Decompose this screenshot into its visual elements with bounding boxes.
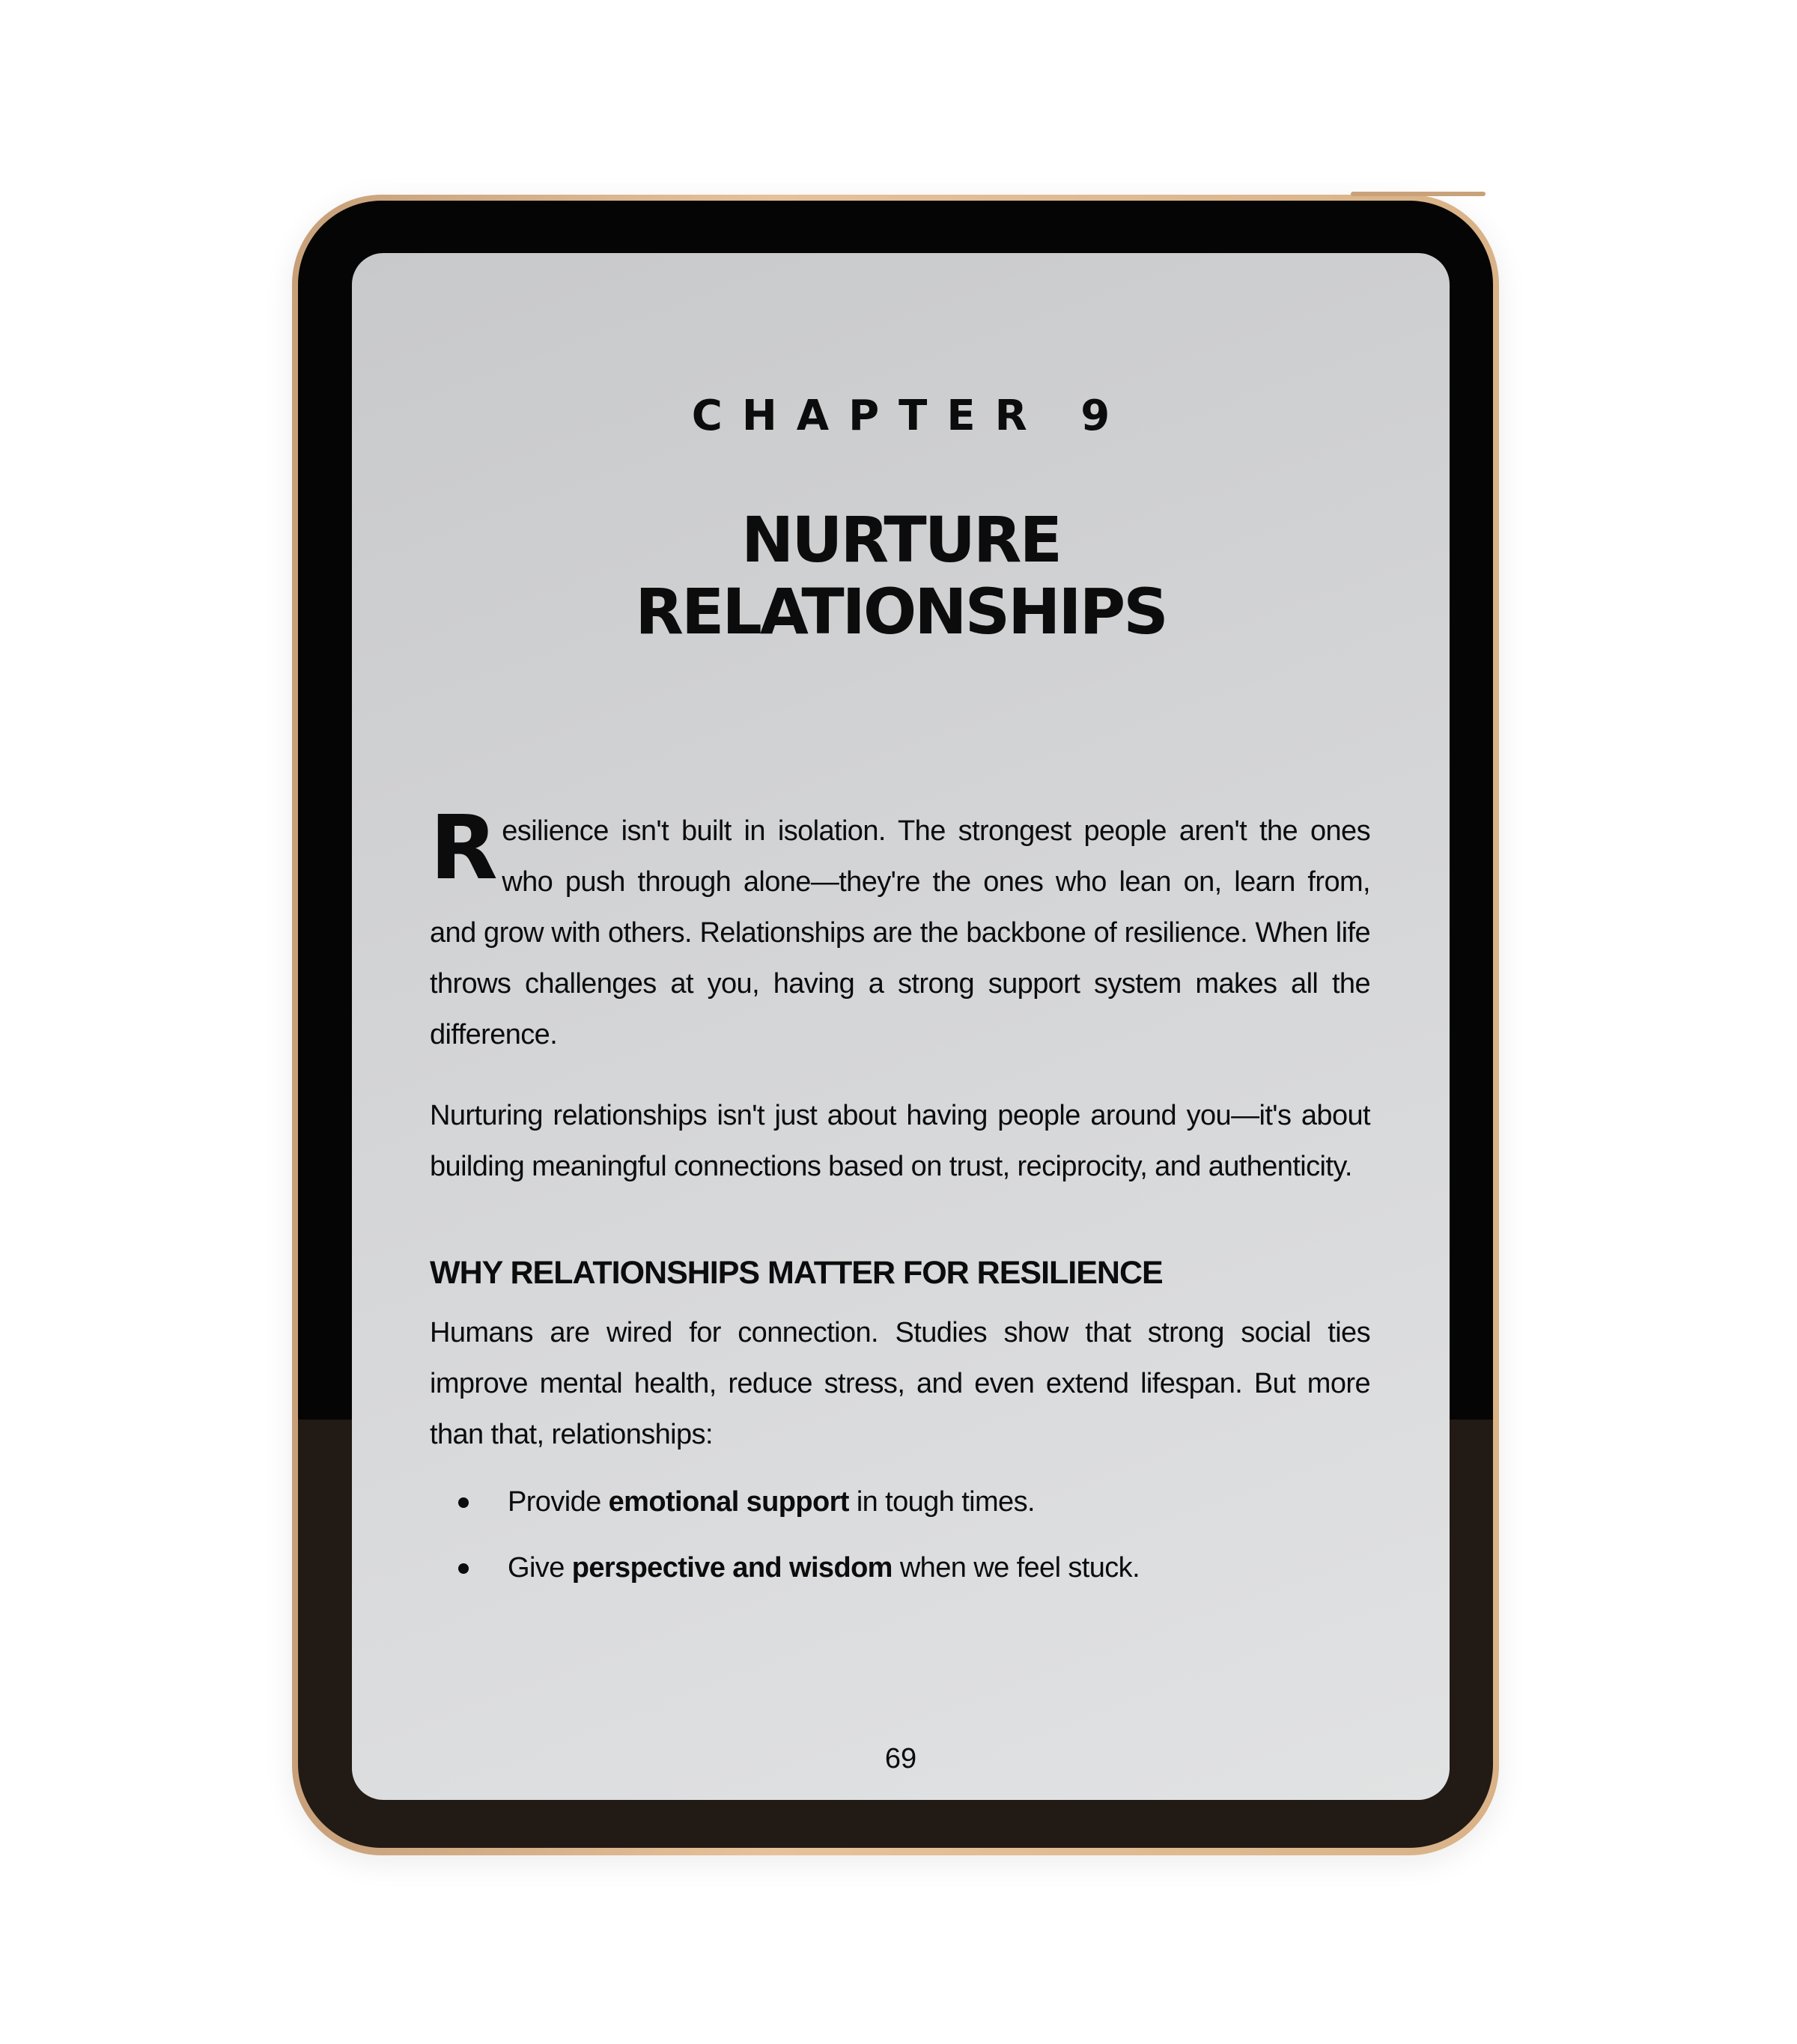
chapter-title	[352, 504, 1450, 648]
page-body	[430, 796, 1370, 1601]
intro-paragraph-1-text: esilience isn't built in isolation. The strongest people aren't the ones who push through alone—they're the ones who lean on, learn from, and grow with others. Relationships are the backbone of resilience. When life throws challenges at you, having a strong support system makes all the difference.	[430, 815, 1370, 1050]
intro-paragraph-2: Nurturing relationships isn't just about having people around you—it's about building meaningful connections based on trust, reciprocity, and authenticity.	[430, 1100, 1370, 1182]
drop-cap: R	[430, 796, 498, 899]
bullet-icon	[458, 1563, 469, 1574]
chapter-label: CHAPTER 9	[691, 392, 1130, 440]
section-heading: WHY RELATIONSHIPS MATTER FOR RESILIENCE	[430, 1255, 1163, 1291]
intro-paragraph-1	[430, 796, 1370, 1060]
bullet-list	[430, 1469, 1370, 1601]
bullet-text-after: when we feel stuck.	[892, 1552, 1140, 1584]
list-item	[430, 1535, 1370, 1601]
list-item	[430, 1469, 1370, 1535]
bullet-text-bold: emotional support	[608, 1486, 849, 1518]
ebook-page[interactable]	[352, 253, 1450, 1800]
bullet-text-bold: perspective and wisdom	[571, 1552, 893, 1584]
tablet-bezel	[298, 201, 1493, 1848]
bullet-text-before: Provide	[508, 1486, 609, 1518]
bullet-text-before: Give	[508, 1552, 572, 1584]
tablet-device	[292, 195, 1499, 1855]
chapter-title-line-2: RELATIONSHIPS	[635, 575, 1167, 648]
bullet-icon	[458, 1497, 469, 1508]
section-paragraph: Humans are wired for connection. Studies show that strong social ties improve mental health, reduce stress, and even extend lifespan. But more than that, relationships:	[430, 1317, 1370, 1450]
bullet-text-after: in tough times.	[848, 1486, 1035, 1518]
tablet-top-button	[1351, 192, 1486, 196]
page-number: 69	[884, 1743, 917, 1774]
chapter-title-line-1: NURTURE	[741, 503, 1060, 577]
